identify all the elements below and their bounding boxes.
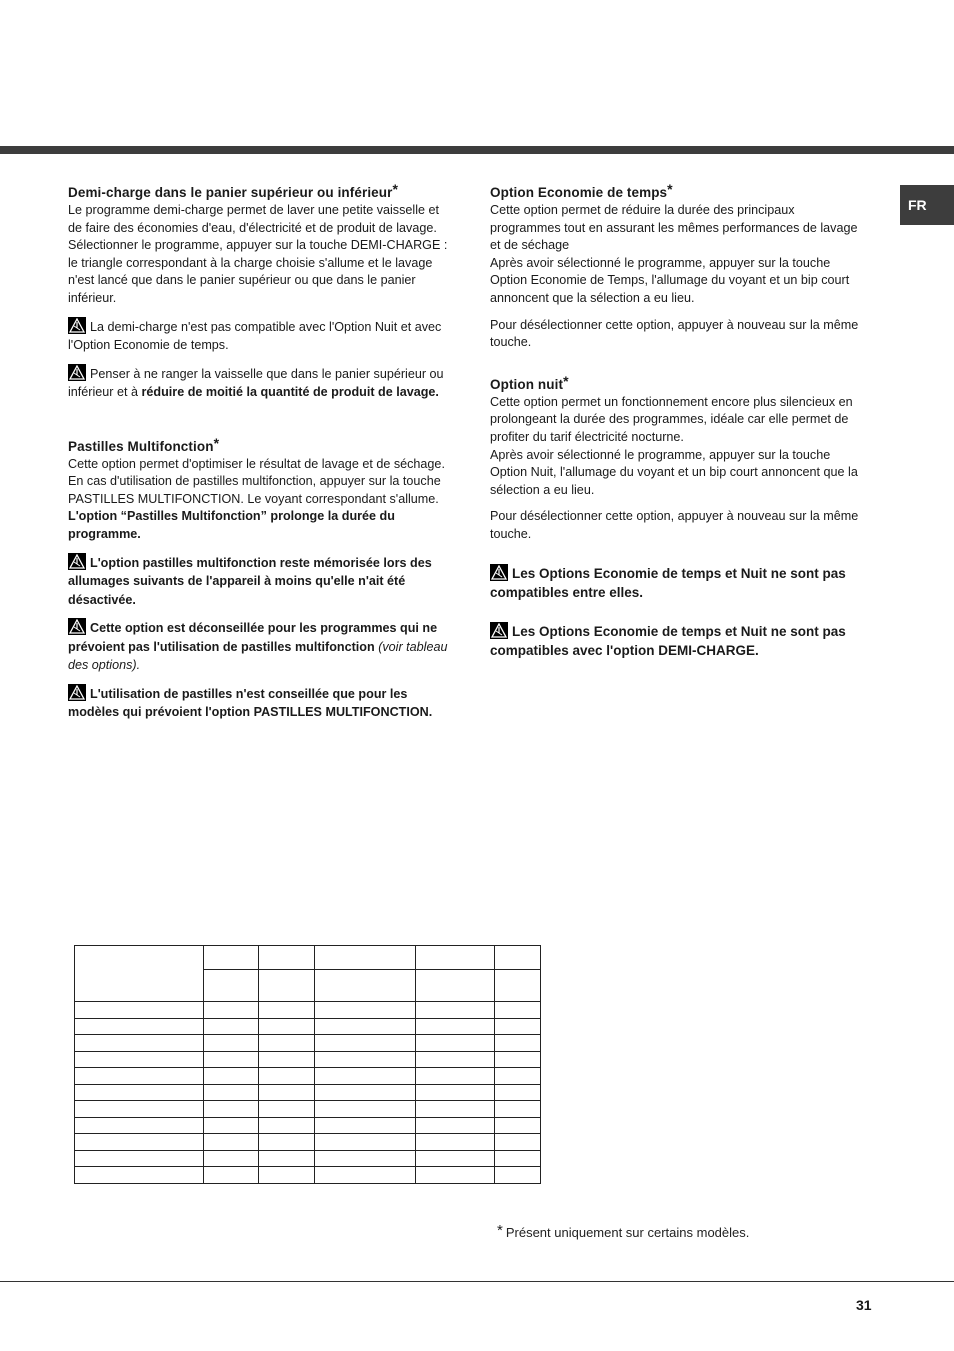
economie-body-2: Après avoir sélectionné le programme, appuyer sur la touche Option Economie de Temps, l'allumage du voyant et un bip court annoncent que la sélection a eu lieu. — [490, 255, 850, 305]
demi-charge-warning-2: Penser à ne ranger la vaisselle que dans le panier supérieur ou inférieur et à réduire de moitié la quantité de produit de lavage. — [68, 364, 450, 402]
right-column — [490, 180, 862, 661]
table-row — [75, 1134, 541, 1151]
table-cell — [259, 946, 315, 970]
warning-icon — [68, 553, 86, 570]
pastilles-warning-2: Cette option est déconseillée pour les programmes qui ne prévoient pas l'utilisation de pastilles multifonction (voir tableau des options). — [68, 618, 450, 675]
demi-charge-body: Le programme demi-charge permet de laver une petite vaisselle et de faire des économies d'eau, d'électricité et de produit de lavage. Sélectionner le programme, appuyer sur la touche DEMI-CHARGE : le triangle correspondant à la charge choisie s'allume et le lavage n'est lancé que dans le panier supérieur ou que dans le panier inférieur. — [68, 203, 448, 305]
table-row — [75, 1117, 541, 1134]
table-cell — [495, 970, 541, 1002]
table-row — [75, 1150, 541, 1167]
table-row — [75, 1051, 541, 1068]
demi-charge-warning-1: La demi-charge n'est pas compatible avec l'Option Nuit et avec l'Option Economie de temps. — [68, 317, 450, 355]
language-tab: FR — [900, 185, 954, 225]
table-row — [75, 1018, 541, 1035]
demi-charge-heading: Demi-charge dans le panier supérieur ou inférieur* — [68, 181, 399, 200]
table-row — [75, 1068, 541, 1085]
footnote: * Présent uniquement sur certains modèles. — [497, 1222, 750, 1240]
table-cell — [259, 970, 315, 1002]
economie-heading: Option Economie de temps* — [490, 181, 673, 200]
table-cell — [204, 970, 259, 1002]
table-cell — [315, 970, 416, 1002]
page-number: 31 — [856, 1297, 872, 1313]
economie-body-3: Pour désélectionner cette option, appuyer à nouveau sur la même touche. — [490, 317, 859, 350]
table-header-row — [75, 946, 541, 970]
pastilles-heading: Pastilles Multifonction* — [68, 434, 220, 454]
economie-body-1: Cette option permet de réduire la durée des principaux programmes tout en assurant les mêmes performances de lavage et de séchage — [490, 203, 858, 253]
options-warning-2: Les Options Economie de temps et Nuit ne sont pas compatibles avec l'option DEMI-CHARGE. — [490, 624, 846, 659]
warning-icon — [68, 618, 86, 635]
table-cell — [495, 946, 541, 970]
top-header-bar — [0, 146, 954, 154]
nuit-heading: Option nuit* — [490, 372, 569, 392]
table-row — [75, 1101, 541, 1118]
nuit-body-1: Cette option permet un fonctionnement encore plus silencieux en prolongeant la durée des programmes, idéale car elle permet de profiter du tarif électricité nocturne. — [490, 394, 853, 444]
left-column — [68, 180, 450, 722]
section-economie-temps — [490, 180, 862, 352]
warning-icon — [68, 317, 86, 334]
table-cell — [416, 946, 495, 970]
table-cell — [416, 970, 495, 1002]
footer-divider — [0, 1281, 954, 1282]
table-row — [75, 1084, 541, 1101]
options-warning-1: Les Options Economie de temps et Nuit ne sont pas compatibles entre elles. — [490, 565, 846, 600]
table-row — [75, 1035, 541, 1052]
pastilles-body-1: Cette option permet d'optimiser le résultat de lavage et de séchage. — [68, 456, 445, 471]
table-cell — [204, 946, 259, 970]
table-row — [75, 1002, 541, 1019]
warning-icon — [68, 684, 86, 701]
nuit-body-3: Pour désélectionner cette option, appuyer à nouveau sur la même touche. — [490, 509, 859, 541]
warning-icon — [68, 364, 86, 381]
section-option-nuit — [490, 372, 862, 544]
section-demi-charge — [68, 180, 450, 402]
table-cell — [75, 946, 204, 1002]
nuit-body-2: Après avoir sélectionné le programme, appuyer sur la touche Option Nuit, l'allumage du voyant et un bip court annoncent que la sélection a eu lieu. — [490, 447, 858, 497]
section-pastilles — [68, 434, 450, 722]
table-row — [75, 1167, 541, 1184]
pastilles-body-2: En cas d'utilisation de pastilles multifonction, appuyer sur la touche PASTILLES MULTIFONCTION. Le voyant correspondant s'allume. L'option “Pastilles Multifonction” prolonge la durée du programme. — [68, 474, 441, 541]
warning-icon — [490, 622, 508, 639]
options-table — [74, 945, 541, 1184]
warning-icon — [490, 564, 508, 581]
table-cell — [315, 946, 416, 970]
pastilles-warning-1: L'option pastilles multifonction reste mémorisée lors des allumages suivants de l'appareil à moins qu'elle n'ait été désactivée. — [68, 553, 450, 610]
pastilles-warning-3: L'utilisation de pastilles n'est conseillée que pour les modèles qui prévoient l'option PASTILLES MULTIFONCTION. — [68, 684, 450, 722]
